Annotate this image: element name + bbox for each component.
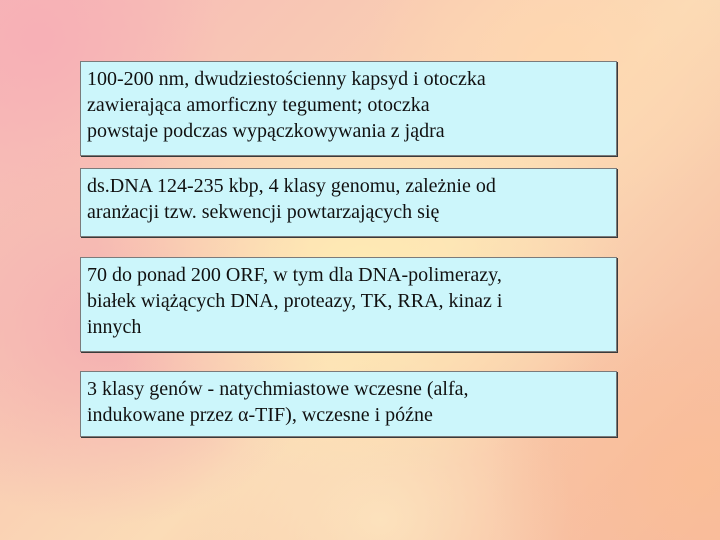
text-line: innych	[87, 316, 142, 338]
text-line: indukowane przez α-TIF), wczesne i późne	[87, 404, 433, 426]
text-line: 70 do ponad 200 ORF, w tym dla DNA-polimerazy,	[87, 264, 502, 286]
text-line: aranżacji tzw. sekwencji powtarzających się	[87, 201, 440, 223]
text-line: białek wiążących DNA, proteazy, TK, RRA, kinaz i	[87, 290, 503, 312]
text-box-structure	[80, 61, 617, 156]
text-line: ds.DNA 124-235 kbp, 4 klasy genomu, zależnie od	[87, 175, 496, 197]
text-box-genome	[80, 168, 617, 237]
text-line: 3 klasy genów - natychmiastowe wczesne (alfa,	[87, 378, 469, 400]
text-line: powstaje podczas wypączkowywania z jądra	[87, 120, 445, 142]
text-line: 100-200 nm, dwudziestościenny kapsyd i otoczka	[87, 68, 486, 90]
text-box-gene-classes	[80, 371, 617, 437]
text-box-orf	[80, 257, 617, 352]
text-line: zawierająca amorficzny tegument; otoczka	[87, 94, 430, 116]
